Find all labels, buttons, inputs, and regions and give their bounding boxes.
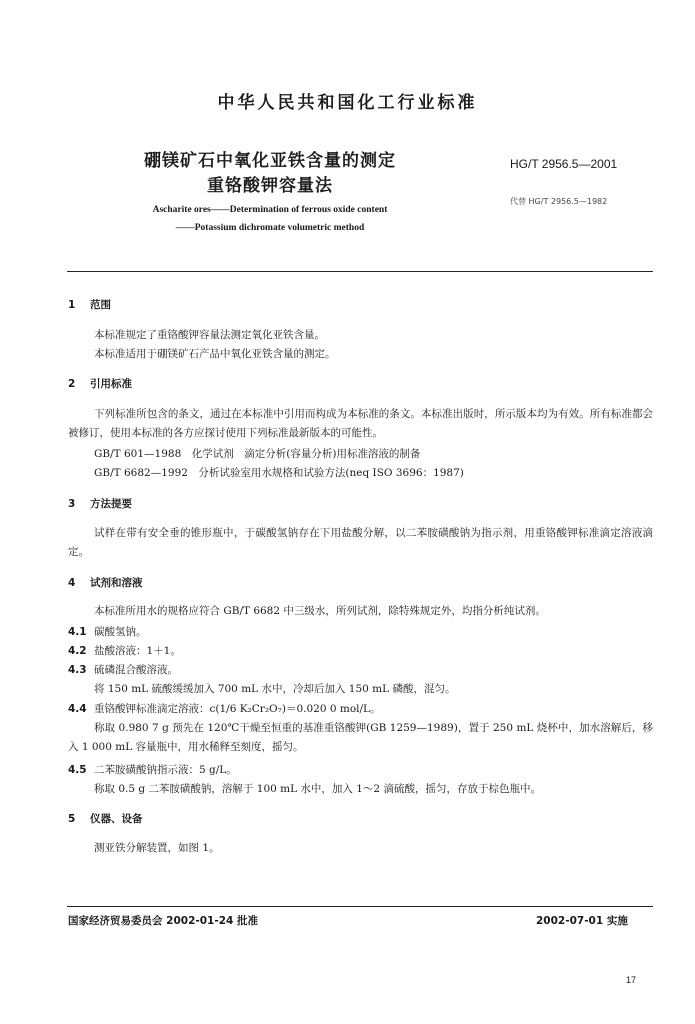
section-title: 引用标准 [90,378,132,390]
section-2-heading [68,376,132,391]
scope-line-2: 本标准适用于硼镁矿石产品中氧化亚铁含量的测定。 [94,348,336,360]
clause-4-1 [68,624,147,640]
clause-4-3-text: 将 150 mL 硫酸缓缓加入 700 mL 水中，冷却后加入 150 mL 磷酸，混匀。 [94,683,456,695]
clause-number: 4.3 [68,664,87,676]
apparatus-text: 测亚铁分解装置，如图 1。 [94,842,220,854]
reagents-intro: 本标准所用水的规格应符合 GB/T 6682 中三级水，所列试剂，除特殊规定外，均指分析纯试剂。 [94,605,546,617]
footer-rule [67,906,653,907]
section-number: 5 [68,813,76,825]
clause-4-2 [68,643,181,659]
clause-4-3 [68,662,178,678]
section-title: 试剂和溶液 [90,577,143,589]
clause-text: 重铬酸钾标准滴定溶液：c(1/6 K₂Cr₂O₇)＝0.020 0 mol/L。 [94,703,381,715]
reference-gb-t-6682: GB/T 6682—1992 分析试验室用水规格和试验方法(neq ISO 3696：1987) [94,467,464,479]
section-number: 4 [68,577,76,589]
english-title-line-1: Ascharite ores——Determination of ferrous oxide content [152,205,388,215]
clause-text: 碳酸氢钠。 [94,626,147,638]
clause-4-4 [68,701,381,717]
standard-type-heading: 中华人民共和国化工行业标准 [217,93,478,113]
section-number: 3 [68,498,76,510]
scope-line-1: 本标准规定了重铬酸钾容量法测定氧化亚铁含量。 [94,329,325,341]
section-3-heading [68,496,132,511]
implementation-date: 2002-07-01 实施 [536,915,628,927]
method-summary-paragraph: 试样在带有安全垂的锥形瓶中，于碳酸氢钠存在下用盐酸分解，以二苯胺磺酸钠为指示剂，用重铬酸钾标准滴定溶液滴定。 [68,527,653,558]
section-5-heading [68,811,143,826]
replaces-note: 代替 HG/T 2956.5—1982 [510,197,608,206]
clause-4-5 [68,762,237,778]
section-4-heading [68,575,143,590]
section-number: 2 [68,378,76,390]
section-title: 方法提要 [90,498,132,510]
section-title: 仪器、设备 [90,813,143,825]
english-title-line-2: ——Potassium dichromate volumetric method [175,223,365,233]
section-title: 范围 [90,299,111,311]
title-line-1: 硼镁矿石中氧化亚铁含量的测定 [144,151,396,171]
clause-number: 4.5 [68,764,87,776]
clause-text: 硫磷混合酸溶液。 [94,664,178,676]
reference-gb-t-601: GB/T 601—1988 化学试剂 滴定分析(容量分析)用标准溶液的制备 [94,448,421,460]
clause-text: 盐酸溶液：1＋1。 [94,645,181,657]
page-number: 17 [626,975,637,985]
header-rule [67,271,653,272]
standard-code: HG/T 2956.5—2001 [510,157,618,171]
clause-4-5-text: 称取 0.5 g 二苯胺磺酸钠，溶解于 100 mL 水中，加入 1～2 滴硫酸，摇匀，存放于棕色瓶中。 [94,783,541,795]
clause-number: 4.2 [68,645,87,657]
clause-4-4-text: 称取 0.980 7 g 预先在 120℃干燥至恒重的基准重铬酸钾(GB 1259—1989)，置于 250 mL 烧杯中，加水溶解后，移入 1 000 mL 容量瓶中，用水稀释至刻度，摇匀。 [68,722,653,753]
section-number: 1 [68,299,76,311]
approval-note: 国家经济贸易委员会 2002-01-24 批准 [68,915,258,927]
normative-references-paragraph: 下列标准所包含的条文，通过在本标准中引用而构成为本标准的条文。本标准出版时，所示版本均为有效。所有标准都会被修订，使用本标准的各方应探讨使用下列标准最新版本的可能性。 [68,408,653,439]
section-1-heading [68,297,111,312]
clause-number: 4.4 [68,703,87,715]
clause-text: 二苯胺磺酸钠指示液：5 g/L。 [94,764,237,776]
title-line-2: 重铬酸钾容量法 [207,176,333,196]
clause-number: 4.1 [68,626,87,638]
